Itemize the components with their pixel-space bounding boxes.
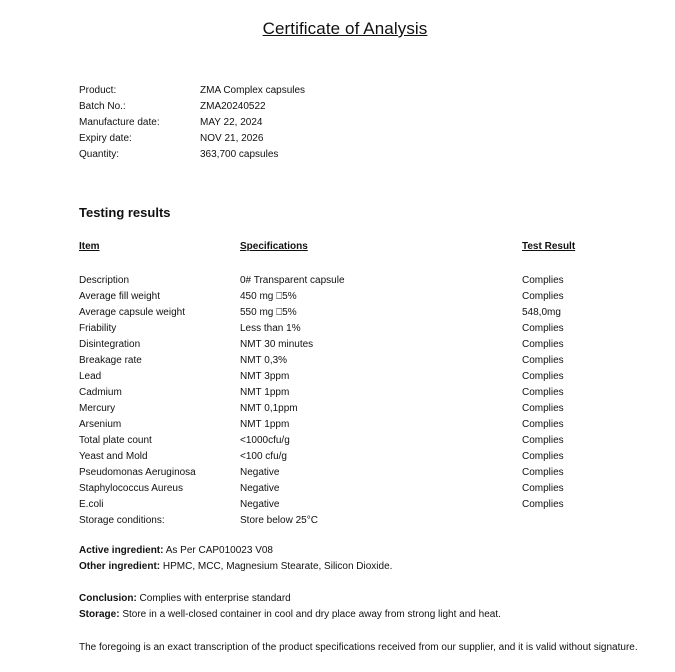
item-cell: Cadmium <box>79 387 122 398</box>
item-cell: Staphylococcus Aureus <box>79 483 183 494</box>
result-cell: Complies <box>522 339 564 350</box>
item-cell: Yeast and Mold <box>79 451 148 462</box>
item-cell: Mercury <box>79 403 116 414</box>
table-row <box>79 369 602 385</box>
table-row <box>79 417 602 433</box>
specification-cell: 0# Transparent capsule <box>240 275 345 286</box>
result-cell: Complies <box>522 275 564 286</box>
product-info <box>79 83 305 163</box>
result-cell: Complies <box>522 467 564 478</box>
conclusion-label: Conclusion: <box>79 593 137 604</box>
result-cell: Complies <box>522 483 564 494</box>
table-row <box>79 273 602 289</box>
item-cell: Breakage rate <box>79 355 142 366</box>
quantity-label: Quantity: <box>79 149 120 160</box>
table-row <box>79 385 602 401</box>
item-cell: Disintegration <box>79 339 141 350</box>
conclusion-value: Complies with enterprise standard <box>136 593 291 604</box>
result-cell <box>522 513 602 529</box>
item-cell: Arsenium <box>79 419 122 430</box>
specification-cell: Store below 25°C <box>240 515 318 526</box>
table-row <box>79 513 602 529</box>
item-cell: Description <box>79 275 130 286</box>
specification-cell: NMT 0,3% <box>240 355 288 366</box>
specification-cell: <1000cfu/g <box>240 435 290 446</box>
specification-cell: NMT 0,1ppm <box>240 403 298 414</box>
specification-cell: NMT 1ppm <box>240 419 290 430</box>
table-row <box>79 497 602 513</box>
table-row <box>79 433 602 449</box>
item-cell: Lead <box>79 371 102 382</box>
table-row <box>79 321 602 337</box>
product-label: Product: <box>79 85 117 96</box>
result-cell: Complies <box>522 323 564 334</box>
specification-cell: NMT 30 minutes <box>240 339 314 350</box>
batch-value: ZMA20240522 <box>200 101 266 112</box>
table-row <box>79 481 602 497</box>
table-row <box>79 401 602 417</box>
result-cell: 548,0mg <box>522 307 561 318</box>
conclusion-block <box>79 591 501 623</box>
specification-cell: NMT 1ppm <box>240 387 290 398</box>
item-cell: Average fill weight <box>79 291 160 302</box>
specification-cell: Negative <box>240 499 280 510</box>
active-ingredient-line <box>79 543 392 559</box>
column-header-test-result: Test Result <box>522 241 576 252</box>
column-header-specifications: Specifications <box>240 241 308 252</box>
batch-row <box>79 99 305 115</box>
footer-statement: The foregoing is an exact transcription of the product specifications received from our supplier, and it is valid without signature. <box>79 642 638 653</box>
table-row <box>79 449 602 465</box>
results-table <box>79 273 602 529</box>
result-cell: Complies <box>522 435 564 446</box>
table-row <box>79 353 602 369</box>
specification-cell: <100 cfu/g <box>240 451 287 462</box>
storage-value: Store in a well-closed container in cool and dry place away from strong light and heat. <box>119 609 501 620</box>
batch-label: Batch No.: <box>79 101 126 112</box>
table-row <box>79 305 602 321</box>
specification-cell: NMT 3ppm <box>240 371 290 382</box>
table-row <box>79 465 602 481</box>
item-cell: E.coli <box>79 499 104 510</box>
manufacture-date-label: Manufacture date: <box>79 117 160 128</box>
item-cell: Storage conditions: <box>79 515 165 526</box>
product-value: ZMA Complex capsules <box>200 85 306 96</box>
result-cell: Complies <box>522 419 564 430</box>
table-row <box>79 337 602 353</box>
result-cell: Complies <box>522 403 564 414</box>
other-ingredient-label: Other ingredient: <box>79 561 161 572</box>
item-cell: Pseudomonas Aeruginosa <box>79 467 196 478</box>
result-cell: Complies <box>522 387 564 398</box>
result-cell: Complies <box>522 355 564 366</box>
product-row <box>79 83 305 99</box>
specification-cell: Less than 1% <box>240 323 301 334</box>
specification-cell: 550 mg ⎕5% <box>240 307 297 318</box>
manufacture-date-row <box>79 115 305 131</box>
table-row <box>79 289 602 305</box>
storage-line <box>79 607 501 623</box>
manufacture-date-value: MAY 22, 2024 <box>200 117 263 128</box>
result-cell: Complies <box>522 499 564 510</box>
ingredients-block <box>79 543 392 575</box>
specification-cell: Negative <box>240 483 280 494</box>
item-cell: Total plate count <box>79 435 152 446</box>
specification-cell: Negative <box>240 467 280 478</box>
active-ingredient-label: Active ingredient: <box>79 545 164 556</box>
item-cell: Friability <box>79 323 117 334</box>
column-header-item: Item <box>79 241 100 252</box>
document-title: Certificate of Analysis <box>262 19 428 38</box>
quantity-value: 363,700 capsules <box>200 149 279 160</box>
item-cell: Average capsule weight <box>79 307 185 318</box>
conclusion-line <box>79 591 501 607</box>
specification-cell: 450 mg ⎕5% <box>240 291 297 302</box>
active-ingredient-value: As Per CAP010023 V08 <box>163 545 273 556</box>
quantity-row <box>79 147 305 163</box>
expiry-date-value: NOV 21, 2026 <box>200 133 264 144</box>
storage-label: Storage: <box>79 609 120 620</box>
result-cell: Complies <box>522 371 564 382</box>
result-cell: Complies <box>522 451 564 462</box>
expiry-date-label: Expiry date: <box>79 133 132 144</box>
other-ingredient-value: HPMC, MCC, Magnesium Stearate, Silicon Dioxide. <box>160 561 393 572</box>
testing-results-heading: Testing results <box>79 205 171 220</box>
other-ingredient-line <box>79 559 392 575</box>
expiry-date-row <box>79 131 305 147</box>
result-cell: Complies <box>522 291 564 302</box>
